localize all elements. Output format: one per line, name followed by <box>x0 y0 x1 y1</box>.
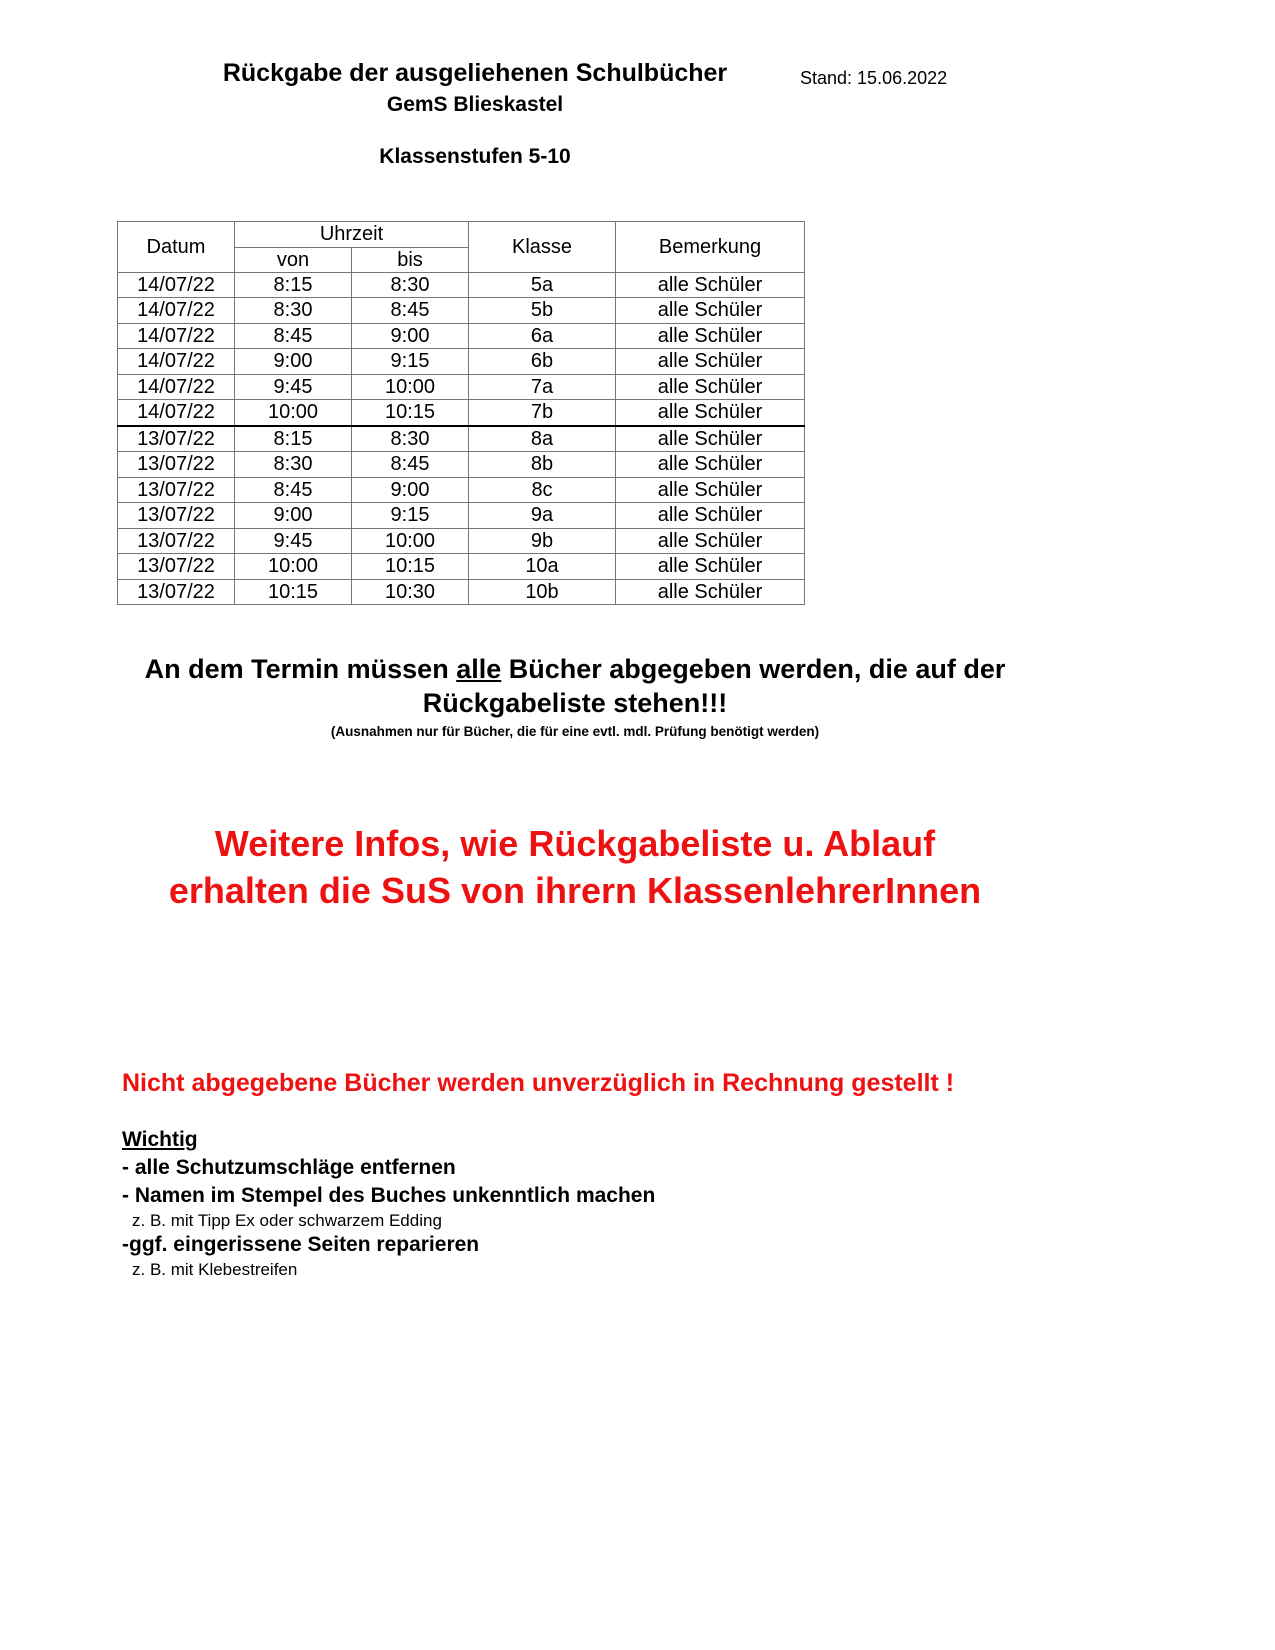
cell-bemerkung: alle Schüler <box>616 452 805 478</box>
cell-datum: 14/07/22 <box>118 374 235 400</box>
cell-klasse: 8c <box>469 477 616 503</box>
cell-datum: 14/07/22 <box>118 323 235 349</box>
cell-bis: 10:30 <box>352 579 469 605</box>
table-row <box>118 579 805 605</box>
cell-bemerkung: alle Schüler <box>616 349 805 375</box>
cell-klasse: 7a <box>469 374 616 400</box>
stand-date: Stand: 15.06.2022 <box>800 68 948 88</box>
header-bis: bis <box>352 247 469 272</box>
cell-von: 9:45 <box>235 528 352 554</box>
table-row <box>118 272 805 298</box>
info-line-1: Weitere Infos, wie Rückgabeliste u. Ablauf <box>214 823 936 864</box>
table-row <box>118 426 805 452</box>
important-note-names: z. B. mit Tipp Ex oder schwarzem Edding <box>132 1211 442 1230</box>
cell-bemerkung: alle Schüler <box>616 298 805 324</box>
cell-klasse: 9b <box>469 528 616 554</box>
cell-bis: 10:00 <box>352 528 469 554</box>
cell-von: 10:00 <box>235 554 352 580</box>
cell-von: 9:00 <box>235 503 352 529</box>
invoice-warning: Nicht abgegebene Bücher werden unverzüglich in Rechnung gestellt ! <box>122 1069 955 1097</box>
table-row <box>118 298 805 324</box>
cell-von: 8:15 <box>235 272 352 298</box>
document-title: Rückgabe der ausgeliehenen Schulbücher <box>222 59 728 87</box>
cell-bis: 8:45 <box>352 298 469 324</box>
table-row <box>118 452 805 478</box>
cell-datum: 13/07/22 <box>118 528 235 554</box>
cell-datum: 14/07/22 <box>118 349 235 375</box>
cell-von: 8:30 <box>235 298 352 324</box>
table-header-row <box>118 222 805 248</box>
cell-bis: 10:00 <box>352 374 469 400</box>
cell-von: 10:15 <box>235 579 352 605</box>
cell-von: 8:45 <box>235 323 352 349</box>
cell-bemerkung: alle Schüler <box>616 477 805 503</box>
info-text <box>100 820 1050 914</box>
cell-bemerkung: alle Schüler <box>616 374 805 400</box>
cell-klasse: 9a <box>469 503 616 529</box>
cell-bemerkung: alle Schüler <box>616 503 805 529</box>
cell-klasse: 6b <box>469 349 616 375</box>
cell-bemerkung: alle Schüler <box>616 272 805 298</box>
cell-bemerkung: alle Schüler <box>616 400 805 426</box>
cell-datum: 14/07/22 <box>118 400 235 426</box>
cell-klasse: 6a <box>469 323 616 349</box>
cell-bemerkung: alle Schüler <box>616 323 805 349</box>
cell-klasse: 8b <box>469 452 616 478</box>
table-row <box>118 503 805 529</box>
cell-von: 10:00 <box>235 400 352 426</box>
cell-bemerkung: alle Schüler <box>616 426 805 452</box>
table-row <box>118 528 805 554</box>
cell-bis: 10:15 <box>352 400 469 426</box>
return-schedule-table <box>117 221 805 605</box>
exception-note: (Ausnahmen nur für Bücher, die für eine evtl. mdl. Prüfung benötigt werden) <box>330 724 820 739</box>
cell-von: 9:00 <box>235 349 352 375</box>
cell-bis: 8:45 <box>352 452 469 478</box>
notice-underlined: alle <box>456 654 502 684</box>
cell-bis: 9:15 <box>352 503 469 529</box>
cell-datum: 13/07/22 <box>118 554 235 580</box>
cell-von: 8:15 <box>235 426 352 452</box>
cell-klasse: 5a <box>469 272 616 298</box>
cell-datum: 13/07/22 <box>118 579 235 605</box>
header-von: von <box>235 247 352 272</box>
cell-bis: 8:30 <box>352 272 469 298</box>
cell-von: 8:45 <box>235 477 352 503</box>
cell-datum: 14/07/22 <box>118 298 235 324</box>
cell-datum: 14/07/22 <box>118 272 235 298</box>
table-row <box>118 400 805 426</box>
cell-bis: 9:00 <box>352 323 469 349</box>
cell-von: 9:45 <box>235 374 352 400</box>
cell-bis: 9:00 <box>352 477 469 503</box>
cell-klasse: 8a <box>469 426 616 452</box>
cell-datum: 13/07/22 <box>118 426 235 452</box>
info-line-2: erhalten die SuS von ihrern KlassenlehrerInnen <box>168 870 982 911</box>
cell-datum: 13/07/22 <box>118 477 235 503</box>
notice-part2: Bücher abgegeben werden, die auf der Rückgabeliste stehen!!! <box>422 654 1006 718</box>
cell-klasse: 7b <box>469 400 616 426</box>
school-name: GemS Blieskastel <box>386 93 564 116</box>
cell-bis: 10:15 <box>352 554 469 580</box>
cell-von: 8:30 <box>235 452 352 478</box>
cell-bemerkung: alle Schüler <box>616 554 805 580</box>
cell-datum: 13/07/22 <box>118 452 235 478</box>
header-datum: Datum <box>118 222 235 273</box>
table-row <box>118 554 805 580</box>
important-note-pages: z. B. mit Klebestreifen <box>132 1260 298 1279</box>
important-item-names: - Namen im Stempel des Buches unkenntlich machen <box>122 1184 656 1207</box>
cell-bemerkung: alle Schüler <box>616 579 805 605</box>
important-item-covers: - alle Schutzumschläge entfernen <box>122 1156 456 1179</box>
table-row <box>118 374 805 400</box>
important-heading: Wichtig <box>122 1128 198 1151</box>
cell-bis: 9:15 <box>352 349 469 375</box>
cell-bemerkung: alle Schüler <box>616 528 805 554</box>
header-klasse: Klasse <box>469 222 616 273</box>
cell-bis: 8:30 <box>352 426 469 452</box>
cell-datum: 13/07/22 <box>118 503 235 529</box>
cell-klasse: 10b <box>469 579 616 605</box>
notice-part1: An dem Termin müssen <box>144 654 457 684</box>
table-row <box>118 477 805 503</box>
table-row <box>118 349 805 375</box>
table-row <box>118 323 805 349</box>
grade-levels: Klassenstufen 5-10 <box>379 145 571 168</box>
header-bemerkung: Bemerkung <box>616 222 805 273</box>
cell-klasse: 5b <box>469 298 616 324</box>
cell-klasse: 10a <box>469 554 616 580</box>
notice-text <box>100 652 1050 720</box>
header-uhrzeit: Uhrzeit <box>235 222 469 248</box>
important-item-pages: -ggf. eingerissene Seiten reparieren <box>122 1233 480 1256</box>
